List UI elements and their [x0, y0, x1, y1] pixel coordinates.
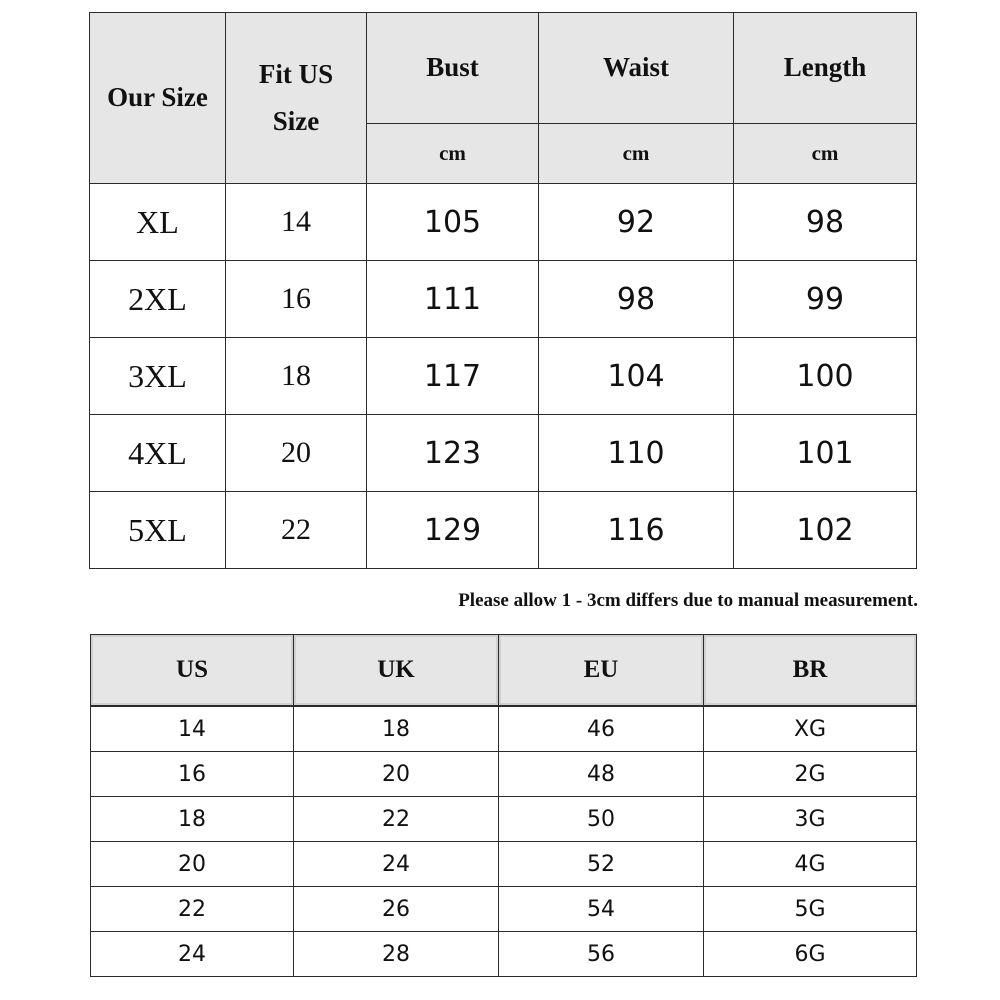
cell-us: 20	[91, 842, 294, 887]
cell-us: 16	[91, 752, 294, 797]
cell-us: 24	[91, 932, 294, 977]
size-conversion-table	[90, 634, 917, 977]
table-row	[90, 184, 917, 261]
cell-size: 2XL	[90, 261, 226, 338]
header-br: BR	[704, 635, 917, 707]
cell-br: 2G	[704, 752, 917, 797]
cell-eu: 46	[499, 706, 704, 752]
cell-fit-us: 20	[226, 415, 367, 492]
cell-fit-us: 14	[226, 184, 367, 261]
header-fit-us-size	[226, 13, 367, 184]
cell-bust: 117	[367, 338, 539, 415]
cell-uk: 22	[294, 797, 499, 842]
measurement-note: Please allow 1 - 3cm differs due to manual measurement.	[458, 590, 918, 611]
header-uk: UK	[294, 635, 499, 707]
header-eu: EU	[499, 635, 704, 707]
header-waist-unit: cm	[539, 124, 734, 184]
header-our-size: Our Size	[90, 13, 226, 184]
cell-br: 5G	[704, 887, 917, 932]
table-row	[90, 492, 917, 569]
cell-eu: 56	[499, 932, 704, 977]
cell-br: 3G	[704, 797, 917, 842]
cell-waist: 104	[539, 338, 734, 415]
cell-fit-us: 18	[226, 338, 367, 415]
header-length: Length	[734, 13, 917, 124]
table-row	[90, 338, 917, 415]
cell-length: 102	[734, 492, 917, 569]
table-row	[91, 842, 917, 887]
cell-waist: 98	[539, 261, 734, 338]
cell-eu: 50	[499, 797, 704, 842]
header-us: US	[91, 635, 294, 707]
cell-bust: 105	[367, 184, 539, 261]
cell-us: 14	[91, 706, 294, 752]
cell-eu: 54	[499, 887, 704, 932]
header-fit-us-line1: Fit US	[258, 58, 334, 89]
cell-fit-us: 22	[226, 492, 367, 569]
cell-bust: 129	[367, 492, 539, 569]
cell-size: XL	[90, 184, 226, 261]
cell-length: 99	[734, 261, 917, 338]
header-bust: Bust	[367, 13, 539, 124]
cell-br: 6G	[704, 932, 917, 977]
table-row	[90, 415, 917, 492]
cell-bust: 123	[367, 415, 539, 492]
cell-bust: 111	[367, 261, 539, 338]
size-chart-table	[89, 12, 917, 569]
table-row	[91, 752, 917, 797]
cell-size: 5XL	[90, 492, 226, 569]
cell-uk: 28	[294, 932, 499, 977]
cell-uk: 18	[294, 706, 499, 752]
cell-eu: 48	[499, 752, 704, 797]
cell-us: 22	[91, 887, 294, 932]
cell-size: 4XL	[90, 415, 226, 492]
cell-waist: 92	[539, 184, 734, 261]
cell-length: 100	[734, 338, 917, 415]
cell-waist: 116	[539, 492, 734, 569]
table-row	[91, 932, 917, 977]
cell-eu: 52	[499, 842, 704, 887]
table-row	[91, 887, 917, 932]
cell-uk: 26	[294, 887, 499, 932]
header-bust-unit: cm	[367, 124, 539, 184]
cell-fit-us: 16	[226, 261, 367, 338]
cell-length: 98	[734, 184, 917, 261]
conversion-header-row	[91, 635, 917, 707]
header-fit-us-line2: Size	[272, 106, 320, 136]
cell-us: 18	[91, 797, 294, 842]
header-waist: Waist	[539, 13, 734, 124]
cell-length: 101	[734, 415, 917, 492]
cell-uk: 24	[294, 842, 499, 887]
table-row	[90, 261, 917, 338]
cell-br: XG	[704, 706, 917, 752]
cell-uk: 20	[294, 752, 499, 797]
header-length-unit: cm	[734, 124, 917, 184]
cell-size: 3XL	[90, 338, 226, 415]
table-row	[91, 706, 917, 752]
cell-waist: 110	[539, 415, 734, 492]
cell-br: 4G	[704, 842, 917, 887]
table-row	[91, 797, 917, 842]
